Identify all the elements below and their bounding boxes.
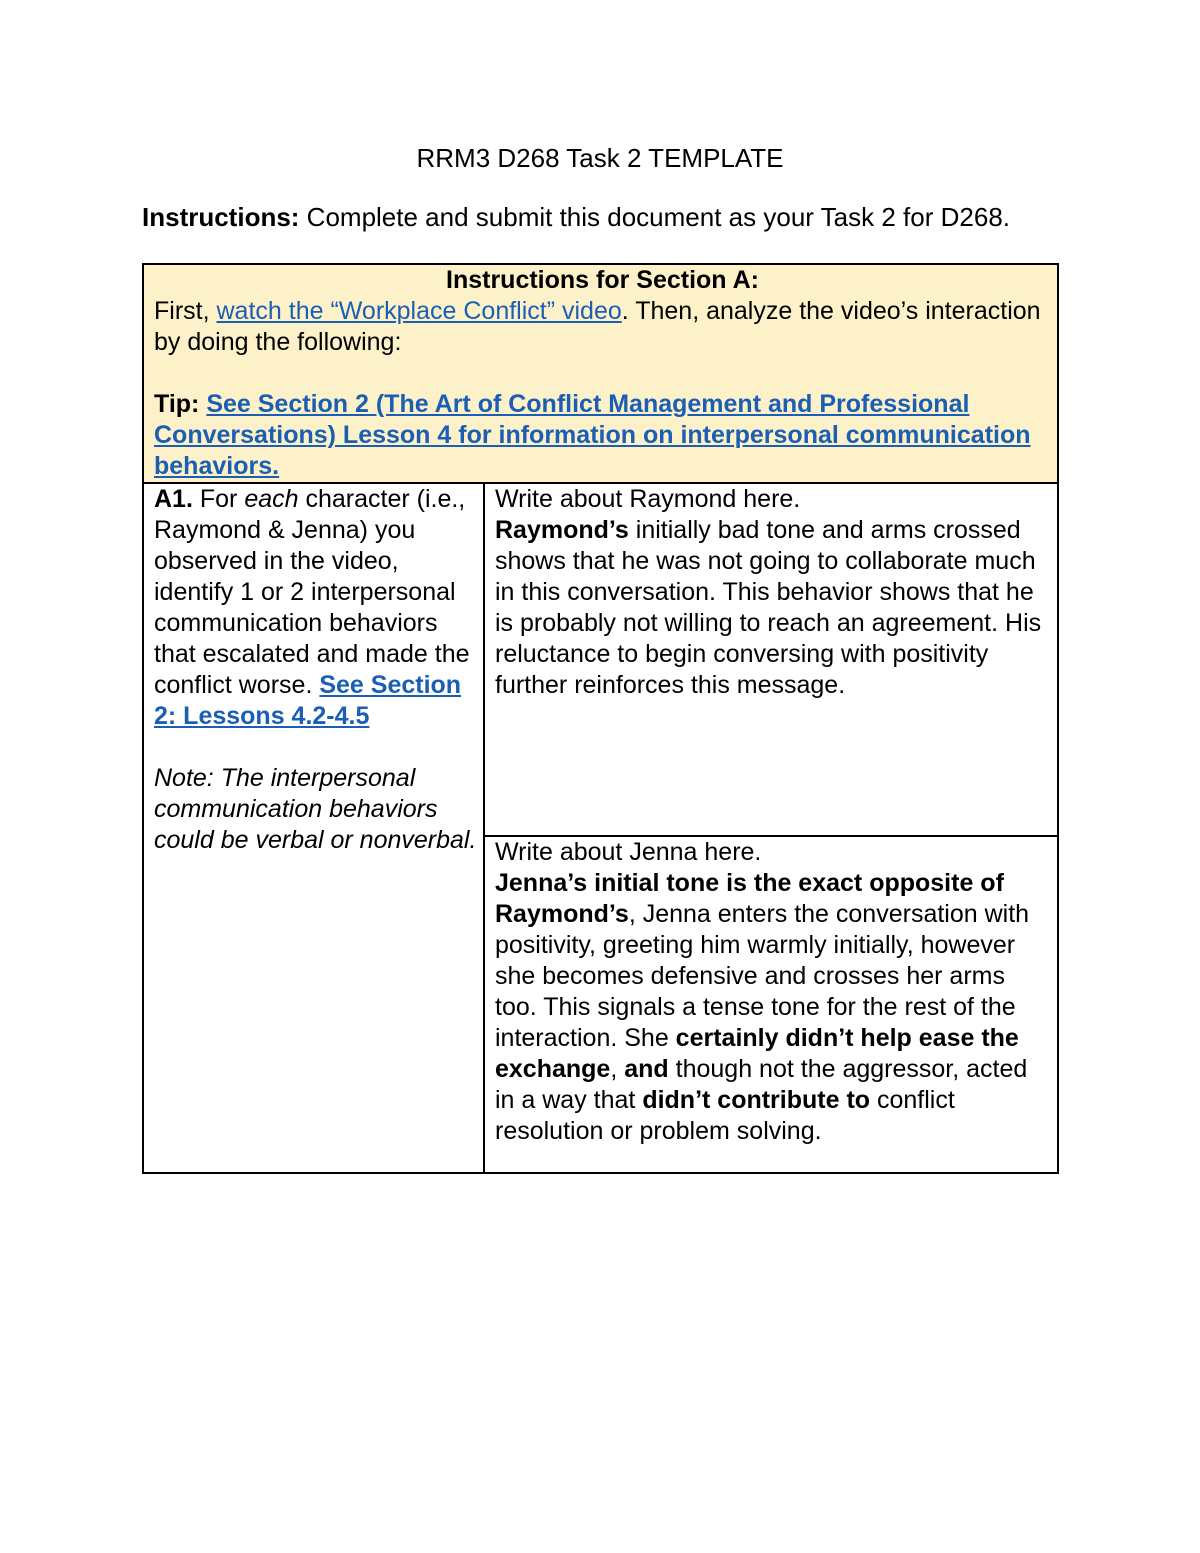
raymond-response-cell[interactable] <box>484 483 1058 836</box>
jenna-response-text-4: conflict resolution or problem solving. <box>495 1086 955 1145</box>
raymond-prompt: Write about Raymond here. <box>495 485 801 513</box>
raymond-response-bold: Raymond’s <box>495 516 629 544</box>
jenna-response-text-3: though not the aggressor, acted in a way that <box>495 1055 1028 1114</box>
jenna-response-bold-3: and <box>624 1055 669 1083</box>
instructions-text: Complete and submit this document as your Task 2 for D268. <box>299 202 1010 232</box>
raymond-response <box>495 515 1051 701</box>
section-a-intro-prefix: First, <box>154 297 217 325</box>
jenna-response-text-1: , Jenna enters the conversation with positivity, greeting him warmly initially, however she becomes defensive and crosses her arms too. This signals a tense tone for the rest of the interaction. She <box>495 900 1030 1052</box>
a1-text-pre: For <box>192 485 245 513</box>
section-a-intro <box>154 296 1051 358</box>
jenna-response-bold-2: certainly didn’t help ease the exchange <box>495 1024 1019 1083</box>
document-title: RRM3 D268 Task 2 TEMPLATE <box>416 143 784 173</box>
jenna-response <box>495 868 1051 1147</box>
jenna-prompt: Write about Jenna here. <box>495 838 762 866</box>
a1-note <box>154 763 477 856</box>
a1-note-text: Note: The interpersonal communication behaviors could be verbal or nonverbal. <box>154 764 477 854</box>
task-table <box>142 263 1059 1174</box>
jenna-response-bold-4: didn’t contribute to <box>642 1086 871 1114</box>
workplace-conflict-video-link[interactable]: watch the “Workplace Conflict” video <box>216 297 622 325</box>
jenna-response-cell[interactable] <box>484 836 1058 1173</box>
a1-text-emphasis: each <box>244 485 299 513</box>
document-instructions <box>142 202 1042 233</box>
jenna-response-bold-1: Jenna’s initial tone is the exact opposite of Raymond’s <box>495 869 1004 928</box>
a1-text-post: character (i.e., Raymond & Jenna) you observed in the video, identify 1 or 2 interpersonal communication behaviors that escalated and made the conflict worse. <box>154 485 470 699</box>
section-a-heading: Instructions for Section A: <box>446 266 759 294</box>
section-a-intro-suffix: . Then, analyze the video’s interaction by doing the following: <box>154 297 1041 356</box>
a1-label: A1. <box>154 485 193 513</box>
raymond-response-text: initially bad tone and arms crossed shows that he was not going to collaborate much in this conversation. This behavior shows that he is probably not willing to reach an agreement. His reluctance to begin conversing with positivity further reinforces this message. <box>495 516 1042 699</box>
instructions-label: Instructions: <box>142 202 300 232</box>
jenna-response-text-2: , <box>610 1055 625 1083</box>
lessons-4-2-4-5-link[interactable]: See Section 2: Lessons 4.2-4.5 <box>154 671 462 730</box>
section-a-instructions <box>143 264 1058 483</box>
a1-prompt-cell <box>143 483 484 1173</box>
section-a-tip <box>154 389 1051 482</box>
tip-label: Tip: <box>154 390 200 418</box>
a1-prompt <box>154 484 477 732</box>
section-2-lesson-4-link[interactable]: See Section 2 (The Art of Conflict Management and Professional Conversations) Lesson 4 for information on interpersonal communication behaviors. <box>154 390 1031 480</box>
